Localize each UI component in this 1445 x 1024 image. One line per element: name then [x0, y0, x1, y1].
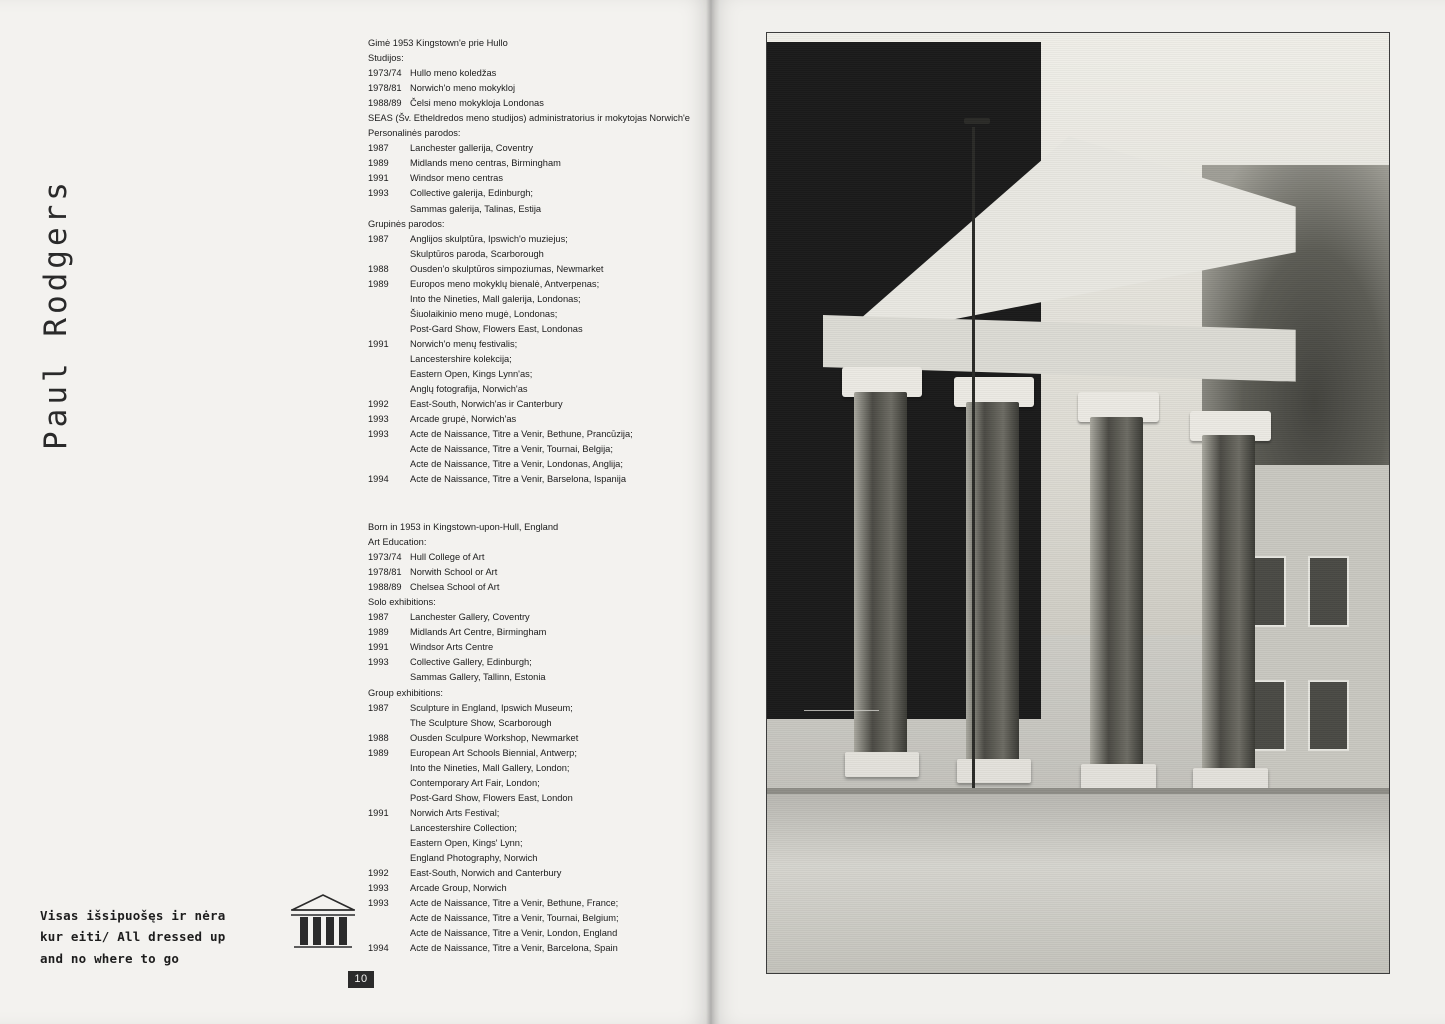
photograph-icon	[766, 32, 1390, 974]
cv-solo-row: 1991 Windsor Arts Centre	[368, 642, 494, 653]
cv-group-row: 1991 Norwich Arts Festival;	[368, 807, 500, 818]
cv-group-row-cont: Acte de Naissance, Titre a Venir, London, England	[410, 928, 618, 939]
cv-solo-row-cont: Sammas galerija, Talinas, Estija	[410, 203, 542, 214]
cv-studies-heading-en: Art Education:	[368, 537, 427, 548]
cv-solo-heading-en: Solo exhibitions:	[368, 597, 436, 608]
cv-group-row-cont: Acte de Naissance, Titre a Venir, Tournai, Belgium;	[410, 913, 619, 924]
cv-group-row-cont: The Sculpture Show, Scarborough	[410, 717, 552, 728]
photo-column-base	[957, 759, 1032, 783]
cv-group-row: 1991 Norwich'o menų festivalis;	[368, 338, 518, 349]
cv-group-row: 1993 Arcade grupė, Norwich'as	[368, 414, 517, 425]
cv-solo-heading-lt: Personalinės parodos:	[368, 128, 461, 139]
cv-group-row: 1993 Acte de Naissance, Titre a Venir, Bethune, Prancūzija;	[368, 429, 633, 440]
cv-study-row: 1978/81 Norwith School or Art	[368, 567, 498, 578]
cv-born-en: Born in 1953 in Kingstown-upon-Hull, England	[368, 522, 559, 532]
cv-group-row: 1989 European Art Schools Biennial, Antwerp;	[368, 747, 577, 758]
page-number: 10	[348, 971, 374, 988]
photo-window	[1308, 680, 1349, 750]
cv-group-row: 1988 Ousden'o skulptūros simpoziumas, Newmarket	[368, 263, 604, 274]
cv-group-row-cont: Post-Gard Show, Flowers East, London	[410, 792, 573, 803]
cv-solo-row-cont: Sammas Gallery, Tallinn, Estonia	[410, 672, 546, 683]
cv-solo-row: 1987 Lanchester gallerija, Coventry	[368, 143, 533, 154]
cv-solo-row: 1987 Lanchester Gallery, Coventry	[368, 612, 530, 623]
photo-lamp-head	[964, 118, 990, 124]
page-title: Paul Rodgers	[38, 178, 74, 450]
cv-study-row: 1973/74 Hullo meno koledžas	[368, 68, 497, 79]
cv-group-row: 1993 Arcade Group, Norwich	[368, 883, 507, 894]
cv-group-row-cont: Lancestershire kolekcija;	[410, 353, 512, 364]
cv-group-row-cont: Eastern Open, Kings Lynn'as;	[410, 369, 533, 380]
cv-solo-row: 1991 Windsor meno centras	[368, 173, 504, 184]
cv-solo-row: 1993 Collective galerija, Edinburgh;	[368, 188, 533, 199]
cv-study-row: 1978/81 Norwich'o meno mokykloj	[368, 83, 516, 94]
cv-group-row: 1994 Acte de Naissance, Titre a Venir, Barselona, Ispanija	[368, 474, 627, 485]
cv-study-row: 1973/74 Hull College of Art	[368, 552, 485, 563]
photo-column	[1090, 417, 1143, 774]
classical-temple-icon	[286, 890, 360, 952]
cv-english	[368, 520, 698, 956]
artwork-caption: Visas išsipuošęs ir nėra kur eiti/ All dressed up and no where to go	[40, 907, 226, 966]
cv-group-row: 1989 Europos meno mokyklų bienalė, Antverpenas;	[368, 278, 600, 289]
cv-group-row-cont: Acte de Naissance, Titre a Venir, Tournai, Belgija;	[410, 444, 613, 455]
cv-born-lt: Gimė 1953 Kingstown'e prie Hullo	[368, 38, 508, 48]
cv-solo-row: 1993 Collective Gallery, Edinburgh;	[368, 657, 532, 668]
cv-group-row: 1992 East-South, Norwich'as ir Canterbury	[368, 399, 563, 410]
cv-study-row: 1988/89 Čelsi meno mokykloja Londonas	[368, 98, 544, 109]
photo-ground	[767, 793, 1389, 973]
cv-group-row: 1994 Acte de Naissance, Titre a Venir, Barcelona, Spain	[368, 943, 618, 954]
cv-group-row-cont: Anglų fotografija, Norwich'as	[410, 384, 528, 395]
cv-group-heading-en: Group exhibitions:	[368, 687, 443, 698]
photograph-image	[767, 33, 1389, 973]
cv-group-row: 1988 Ousden Sculpure Workshop, Newmarket	[368, 732, 579, 743]
photo-scan-blemish	[804, 710, 879, 711]
cv-group-row-cont: Into the Nineties, Mall Gallery, London;	[410, 762, 570, 773]
cv-group-row: 1993 Acte de Naissance, Titre a Venir, Bethune, France;	[368, 898, 619, 909]
cv-group-row-cont: England Photography, Norwich	[410, 853, 538, 864]
page-gutter-shadow	[706, 0, 720, 1024]
photo-column-base	[845, 752, 920, 776]
cv-group-row-cont: Eastern Open, Kings' Lynn;	[410, 837, 523, 848]
cv-group-row-cont: Contemporary Art Fair, London;	[410, 777, 540, 788]
photo-column	[854, 392, 907, 759]
cv-group-row-cont: Into the Nineties, Mall galerija, Londonas;	[410, 293, 581, 304]
cv-solo-row: 1989 Midlands Art Centre, Birmingham	[368, 627, 547, 638]
photo-column-base	[1081, 764, 1156, 788]
cv-lithuanian	[368, 36, 698, 487]
photo-window	[1308, 556, 1349, 626]
cv-studies-heading-lt: Studijos:	[368, 53, 404, 64]
cv-group-row-cont: Acte de Naissance, Titre a Venir, Londonas, Anglija;	[410, 459, 623, 470]
cv-group-row-cont: Skulptūros paroda, Scarborough	[410, 248, 544, 259]
photo-lamp-post	[972, 127, 975, 823]
cv-group-row-cont: Šiuolaikinio meno mugė, Londonas;	[410, 308, 558, 319]
cv-group-row: 1992 East-South, Norwich and Canterbury	[368, 868, 562, 879]
cv-group-row-cont: Post-Gard Show, Flowers East, Londonas	[410, 323, 583, 334]
cv-group-row: 1987 Anglijos skulptūra, Ipswich'o muziejus;	[368, 233, 568, 244]
cv-study-row: 1988/89 Chelsea School of Art	[368, 582, 500, 593]
photo-column	[1202, 435, 1255, 773]
cv-group-row: 1987 Sculpture in England, Ipswich Museum;	[368, 702, 573, 713]
cv-group-heading-lt: Grupinės parodos:	[368, 218, 445, 229]
cv-seas-lt: SEAS (Šv. Etheldredos meno studijos) administratorius ir mokytojas Norwich'e	[368, 113, 690, 124]
cv-solo-row: 1989 Midlands meno centras, Birmingham	[368, 158, 561, 169]
cv-group-row-cont: Lancestershire Collection;	[410, 822, 517, 833]
